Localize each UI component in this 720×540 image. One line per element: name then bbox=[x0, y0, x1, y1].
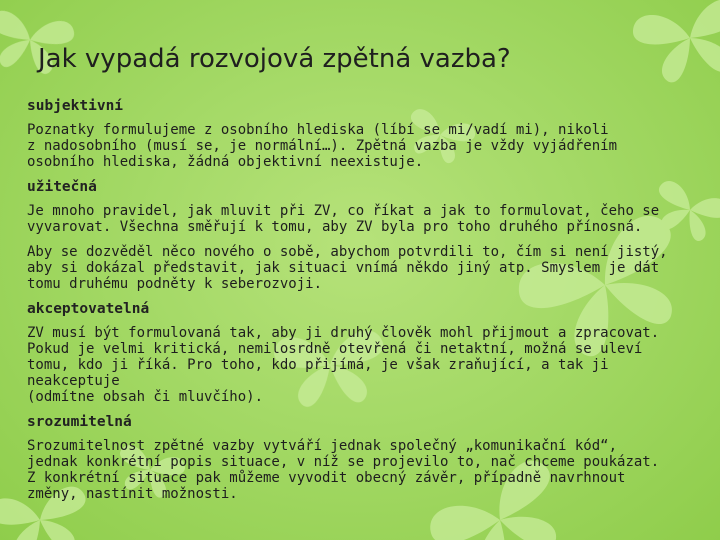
text-line: Aby se dozvěděl něco nového o sobě, abychom potvrdili to, čím si není jistý, bbox=[27, 244, 668, 260]
text-line: Z konkrétní situace pak můžeme vyvodit obecný závěr, případně navrhnout bbox=[27, 470, 626, 486]
text-line: změny, nastínit možnosti. bbox=[27, 486, 238, 502]
text-line: tomu, kdo ji říká. Pro toho, kdo přijímá, je však zraňující, a tak ji neakceptuje bbox=[27, 357, 609, 389]
text-line: (odmítne obsah či mluvčího). bbox=[27, 389, 264, 405]
text-line: aby si dokázal představit, jak situaci vnímá někdo jiný atp. Smyslem je dát bbox=[27, 260, 660, 276]
text-line: tomu druhému podněty k seberozvoji. bbox=[27, 276, 323, 292]
butterfly-icon bbox=[630, 0, 720, 88]
section-heading-subjective: subjektivní bbox=[27, 98, 124, 114]
section-heading-understandable: srozumitelná bbox=[27, 414, 132, 430]
text-line: Srozumitelnost zpětné vazby vytváří jednak společný „komunikační kód“, bbox=[27, 438, 618, 454]
text-line: Pokud je velmi kritická, nemilosrdně otevřená či netaktní, možná se uleví bbox=[27, 341, 643, 357]
slide-content bbox=[27, 98, 697, 502]
paragraph bbox=[27, 244, 697, 292]
text-line: z nadosobního (musí se, je normální…). Zpětná vazba je vždy vyjádřením bbox=[27, 138, 618, 154]
slide-title: Jak vypadá rozvojová zpětná vazba? bbox=[38, 44, 511, 74]
section-heading-useful: užitečná bbox=[27, 179, 97, 195]
paragraph bbox=[27, 203, 697, 235]
text-line: ZV musí být formulovaná tak, aby ji druhý člověk mohl přijmout a zpracovat. bbox=[27, 325, 660, 341]
text-line: osobního hlediska, žádná objektivní neexistuje. bbox=[27, 154, 424, 170]
text-line: vyvarovat. Všechna směřují k tomu, aby ZV byla pro toho druhého přínosná. bbox=[27, 219, 643, 235]
text-line: jednak konkrétní popis situace, v níž se projevilo to, nač chceme poukázat. bbox=[27, 454, 660, 470]
paragraph bbox=[27, 122, 697, 170]
paragraph bbox=[27, 325, 697, 405]
text-line: Poznatky formulujeme z osobního hlediska (líbí se mi/vadí mi), nikoli bbox=[27, 122, 609, 138]
paragraph bbox=[27, 438, 697, 502]
section-heading-acceptable: akceptovatelná bbox=[27, 301, 150, 317]
text-line: Je mnoho pravidel, jak mluvit při ZV, co říkat a jak to formulovat, čeho se bbox=[27, 203, 660, 219]
